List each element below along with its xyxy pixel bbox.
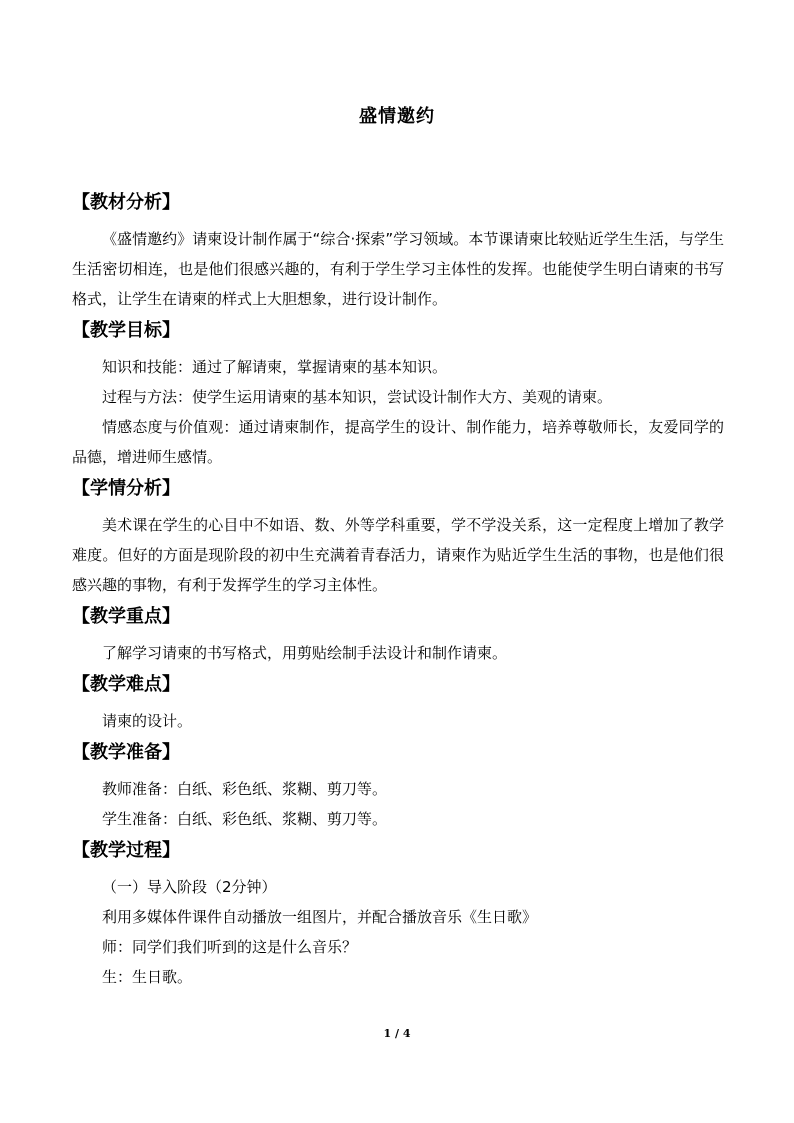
section-teaching-process: [72, 834, 724, 992]
paragraph: 过程与方法：使学生运用请柬的基本知识，尝试设计制作大方、美观的请柬。: [102, 388, 613, 406]
section-heading: 【教学目标】: [72, 320, 180, 341]
section-heading: 【教材分析】: [72, 192, 180, 213]
section-heading: 【教学过程】: [72, 840, 180, 861]
section-difficult-points: [72, 668, 724, 736]
paragraph: 美术课在学生的心目中不如语、数、外等学科重要，学不学没关系，这一定程度上增加了教学难度。但好的方面是现阶段的初中生充满着青春活力，请柬作为贴近学生生活的事物，也是他们很感兴趣的事物，有利于发挥学生的学习主体性。: [72, 516, 724, 594]
document-body: [72, 186, 724, 992]
page-number: 1 / 4: [383, 1027, 411, 1040]
paragraph: 学生准备：白纸、彩色纸、浆糊、剪刀等。: [102, 810, 388, 828]
paragraph: 了解学习请柬的书写格式，用剪贴绘制手法设计和制作请柬。: [102, 644, 508, 662]
paragraph: 《盛情邀约》请柬设计制作属于“综合·探索”学习领域。本节课请柬比较贴近学生生活，与学生生活密切相连，也是他们很感兴趣的，有利于学生学习主体性的发挥。也能使学生明白请柬的书写格式，让学生在请柬的样式上大胆想象，进行设计制作。: [72, 230, 724, 308]
paragraph: 情感态度与价值观：通过请柬制作，提高学生的设计、制作能力，培养尊敬师长，友爱同学的品德，增进师生感情。: [72, 418, 724, 466]
section-preparation: [72, 736, 724, 834]
section-teaching-material-analysis: [72, 186, 724, 314]
paragraph: 生：生日歌。: [102, 968, 193, 986]
section-key-points: [72, 600, 724, 668]
paragraph: 教师准备：白纸、彩色纸、浆糊、剪刀等。: [102, 780, 388, 798]
document-title: 盛情邀约: [359, 106, 435, 127]
section-heading: 【教学重点】: [72, 606, 180, 627]
paragraph: 利用多媒体件课件自动播放一组图片，并配合播放音乐《生日歌》: [102, 908, 538, 926]
section-heading: 【教学准备】: [72, 742, 180, 763]
paragraph: 知识和技能：通过了解请柬，掌握请柬的基本知识。: [102, 358, 448, 376]
section-learner-analysis: [72, 472, 724, 600]
paragraph: 师：同学们我们听到的这是什么音乐？: [102, 938, 358, 956]
section-heading: 【教学难点】: [72, 674, 180, 695]
paragraph: （一）导入阶段（2分钟）: [102, 878, 277, 896]
section-teaching-objectives: [72, 314, 724, 472]
section-heading: 【学情分析】: [72, 478, 180, 499]
paragraph: 请柬的设计。: [102, 712, 193, 730]
